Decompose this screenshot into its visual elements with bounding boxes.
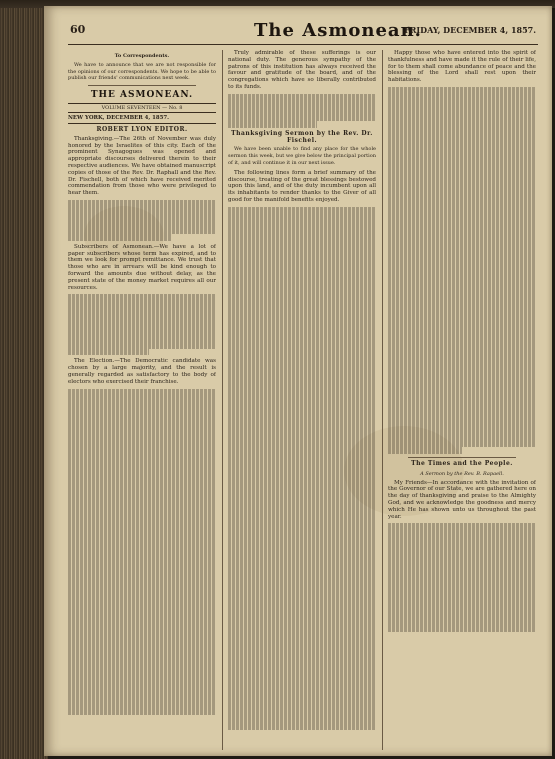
text-line (388, 264, 536, 271)
text-line (388, 366, 536, 373)
text-line (228, 227, 376, 234)
text-columns (68, 50, 538, 750)
text-line (388, 440, 536, 447)
text-line (388, 128, 536, 135)
text-line (68, 633, 216, 640)
text-line (388, 162, 536, 169)
text-line (228, 234, 376, 241)
text-line (388, 605, 536, 612)
text-line (68, 234, 172, 241)
text-line (68, 552, 216, 559)
text-line (228, 601, 376, 608)
text-line (388, 169, 536, 176)
text-line (388, 591, 536, 598)
text-line (68, 613, 216, 620)
text-line (228, 533, 376, 540)
text-line (228, 356, 376, 363)
text-line (68, 315, 216, 322)
text-line (68, 701, 216, 708)
text-line (68, 640, 216, 647)
text-line (228, 519, 376, 526)
text-line (68, 565, 216, 572)
text-line (228, 295, 376, 302)
text-line (388, 625, 536, 632)
text-line (228, 669, 376, 676)
text-line (228, 343, 376, 350)
text-line (68, 220, 216, 227)
text-line (228, 628, 376, 635)
text-line (68, 409, 216, 416)
dateline: NEW YORK, DECEMBER 4, 1857. (68, 115, 216, 124)
text-line (228, 621, 376, 628)
article-paragraph: Truly admirable of these sufferings is our national duty. The generous sympathy of the patrons of this institution has always received the favour and gratitude of the board, and of the congregations which have so liberally contributed to its funds. (228, 50, 376, 90)
text-line (68, 227, 216, 234)
text-line (68, 681, 216, 688)
text-line (228, 309, 376, 316)
text-line (68, 416, 216, 423)
text-line (68, 654, 216, 661)
text-line (68, 402, 216, 409)
text-line (228, 526, 376, 533)
text-line (68, 606, 216, 613)
text-line (68, 627, 216, 634)
article-paragraph: The Election.—The Democratic candidate was chosen by a large majority, and the result is generally regarded as satisfactory to the body of electors who exercised their franchise. (68, 358, 216, 385)
text-line (228, 479, 376, 486)
text-line (68, 674, 216, 681)
text-line (388, 135, 536, 142)
text-line (68, 695, 216, 702)
text-line (68, 688, 216, 695)
text-line (388, 413, 536, 420)
text-line (388, 304, 536, 311)
text-line (388, 544, 536, 551)
text-line (228, 560, 376, 567)
text-line (388, 209, 536, 216)
article-paragraph: Subscribers of Asmonean.—We have a lot of paper subscribers whose term has expired, and to them we look for prompt remittance. We trust that those who are in arrears will be kind enough to forward the amounts due without delay, as the present state of the money market requires all our resources. (68, 243, 216, 291)
text-line (228, 261, 376, 268)
article-paragraph: We have been unable to find any place for the whole sermon this week, but we give below the principal portion of it, and will continue it in our next issue. (228, 146, 376, 166)
text-line (68, 504, 216, 511)
text-line (68, 620, 216, 627)
text-line (228, 710, 376, 717)
text-line (228, 465, 376, 472)
text-line (68, 457, 216, 464)
text-line (388, 379, 536, 386)
text-line (388, 114, 536, 121)
paper-title: THE ASMONEAN. (90, 90, 194, 101)
text-line (68, 538, 216, 545)
article-paragraph: Happy those who have entered into the spirit of thankfulness and have made it the rule of their life, for to them shall come abundance of peace and the blessing of the Lord shall rest upon their habitations. (388, 50, 536, 84)
text-line (228, 696, 376, 703)
text-line (228, 282, 376, 289)
text-line (388, 434, 536, 441)
volume-line: VOLUME SEVENTEEN — No. 8 (68, 103, 216, 113)
text-line (388, 420, 536, 427)
text-line (68, 491, 216, 498)
text-line (228, 689, 376, 696)
newspaper-page (44, 6, 552, 756)
text-line (68, 586, 216, 593)
text-line (68, 572, 216, 579)
text-line (388, 257, 536, 264)
text-line (388, 155, 536, 162)
text-line (388, 345, 536, 352)
sermon-byline: A Sermon by the Rev. B. Rapaell. (420, 470, 504, 477)
text-line (228, 241, 376, 248)
text-line (68, 207, 216, 214)
text-line (388, 284, 536, 291)
text-line (388, 271, 536, 278)
text-line (228, 506, 376, 513)
sermon-heading: The Times and the People. (411, 460, 513, 468)
text-line (388, 530, 536, 537)
text-line (228, 662, 376, 669)
text-line (388, 332, 536, 339)
text-line (228, 329, 376, 336)
text-line (68, 423, 216, 430)
text-line (388, 230, 536, 237)
masthead-title: The Asmonean. (254, 20, 422, 41)
text-line (388, 406, 536, 413)
text-line (388, 250, 536, 257)
text-line (388, 393, 536, 400)
text-line (228, 424, 376, 431)
text-line (228, 248, 376, 255)
text-line (68, 342, 216, 349)
text-line (388, 223, 536, 230)
text-line (228, 445, 376, 452)
text-line (228, 275, 376, 282)
text-line (68, 545, 216, 552)
text-line (68, 599, 216, 606)
text-line (228, 451, 376, 458)
text-line (228, 302, 376, 309)
text-line (68, 661, 216, 668)
text-line (228, 254, 376, 261)
article-paragraph: The following lines form a brief summary of the discourse, treating of the great blessings bestowed upon this land, and of the duty incumbent upon all its inhabitants to render thanks to the Giver of all good for the manifold benefits enjoyed. (228, 169, 376, 203)
text-line (68, 531, 216, 538)
text-line (228, 594, 376, 601)
text-line (68, 477, 216, 484)
text-line (68, 518, 216, 525)
text-line (388, 121, 536, 128)
text-line (388, 203, 536, 210)
text-line (388, 148, 536, 155)
column-3 (388, 50, 536, 750)
text-line (388, 352, 536, 359)
text-line (228, 417, 376, 424)
text-line (228, 438, 376, 445)
article-paragraph: My Friends—In accordance with the invitation of the Governor of our State, we are gathered here on the day of thanksgiving and praise to the Almighty God, and we acknowledge the goodness and mercy which He has shown unto us throughout the past year. (388, 479, 536, 520)
text-line (68, 328, 216, 335)
text-line (388, 277, 536, 284)
text-line (228, 717, 376, 724)
text-line (388, 447, 462, 454)
text-line (68, 667, 216, 674)
text-line (68, 579, 216, 586)
text-line (228, 322, 376, 329)
text-line (228, 363, 376, 370)
text-line (68, 708, 216, 715)
column-2 (228, 50, 376, 750)
text-line (228, 485, 376, 492)
text-line (388, 243, 536, 250)
header-date: FRIDAY, DECEMBER 4, 1857. (404, 25, 536, 35)
text-line (68, 322, 216, 329)
page-header (68, 20, 538, 45)
text-line (228, 499, 376, 506)
text-line (68, 349, 149, 356)
text-line (228, 114, 376, 121)
text-line (388, 87, 536, 94)
text-line (388, 325, 536, 332)
text-line (388, 598, 536, 605)
text-line (228, 107, 376, 114)
text-line (228, 655, 376, 662)
text-line (68, 443, 216, 450)
text-line (228, 587, 376, 594)
text-line (388, 291, 536, 298)
text-line (228, 540, 376, 547)
text-line (388, 141, 536, 148)
text-line (388, 196, 536, 203)
text-line (388, 359, 536, 366)
text-line (228, 370, 376, 377)
text-line (228, 635, 376, 642)
text-line (388, 311, 536, 318)
column-divider (222, 50, 223, 750)
text-line (228, 458, 376, 465)
text-line (68, 294, 216, 301)
text-line (68, 429, 216, 436)
text-line (388, 578, 536, 585)
text-line (388, 216, 536, 223)
text-line (228, 492, 376, 499)
text-line (68, 308, 216, 315)
column-divider (382, 50, 383, 750)
divider (408, 457, 516, 458)
text-line (388, 537, 536, 544)
text-line (228, 581, 376, 588)
text-line (228, 723, 376, 730)
text-line (228, 315, 376, 322)
text-line (388, 551, 536, 558)
text-line (388, 400, 536, 407)
text-line (228, 553, 376, 560)
text-line (68, 436, 216, 443)
text-line (388, 94, 536, 101)
text-line (388, 237, 536, 244)
text-line (388, 619, 536, 626)
text-line (68, 389, 216, 396)
text-line (228, 649, 376, 656)
text-line (228, 214, 376, 221)
text-line (388, 101, 536, 108)
text-line (228, 703, 376, 710)
text-line (228, 431, 376, 438)
text-line (68, 511, 216, 518)
text-line (228, 574, 376, 581)
text-line (388, 318, 536, 325)
text-line (68, 559, 216, 566)
divider (88, 85, 196, 86)
text-line (228, 567, 376, 574)
sermon-heading: Thanksgiving Sermon by the Rev. Dr. Fischel. (231, 129, 373, 144)
text-line (228, 683, 376, 690)
notice-heading: To Correspondents. (114, 53, 170, 59)
text-line (228, 349, 376, 356)
text-line (228, 94, 376, 101)
text-line (228, 377, 376, 384)
text-line (228, 472, 376, 479)
text-line (388, 182, 536, 189)
text-line (228, 390, 376, 397)
text-line (228, 336, 376, 343)
text-line (388, 372, 536, 379)
text-line (228, 615, 376, 622)
text-line (68, 463, 216, 470)
text-line (228, 288, 376, 295)
text-line (228, 121, 317, 128)
text-line (68, 593, 216, 600)
text-line (388, 427, 536, 434)
article-paragraph: Thanksgiving.—The 26th of November was duly honored by the Israelites of this city. Each of the prominent Synagogues was opened and appropriate discourses delivered therein to their respective audiences. We have obtained manuscript copies of those of the Rev. Dr. Raphall and the Rev. Dr. Fischell, both of which have received merited commendation from those who were privileged to hear them. (68, 135, 216, 197)
text-line (388, 612, 536, 619)
text-line (68, 214, 216, 221)
text-line (388, 107, 536, 114)
text-line (388, 386, 536, 393)
text-line (68, 450, 216, 457)
text-line (68, 301, 216, 308)
text-line (68, 470, 216, 477)
text-line (388, 298, 536, 305)
text-line (228, 220, 376, 227)
text-line (68, 525, 216, 532)
text-line (388, 523, 536, 530)
text-line (228, 513, 376, 520)
text-line (228, 397, 376, 404)
text-line (228, 676, 376, 683)
text-line (228, 608, 376, 615)
page-number: 60 (70, 23, 86, 36)
text-line (68, 395, 216, 402)
text-line (388, 585, 536, 592)
text-line (68, 200, 216, 207)
text-line (68, 484, 216, 491)
text-line (228, 404, 376, 411)
book-spine-edge (0, 0, 48, 759)
text-line (388, 571, 536, 578)
editor-line: ROBERT LYON EDITOR. (96, 125, 188, 133)
text-line (228, 268, 376, 275)
text-line (388, 175, 536, 182)
text-line (388, 557, 536, 564)
text-line (228, 642, 376, 649)
text-line (68, 497, 216, 504)
notice-text: We have to announce that we are not responsible for the opinions of our correspondents. We hope to be able to publish our friends' communications next week. (68, 61, 216, 82)
column-1 (68, 50, 216, 750)
text-line (228, 547, 376, 554)
text-line (228, 101, 376, 108)
text-line (228, 411, 376, 418)
text-line (68, 647, 216, 654)
text-line (68, 335, 216, 342)
text-line (228, 383, 376, 390)
text-line (228, 207, 376, 214)
text-line (388, 564, 536, 571)
text-line (388, 338, 536, 345)
text-line (388, 189, 536, 196)
